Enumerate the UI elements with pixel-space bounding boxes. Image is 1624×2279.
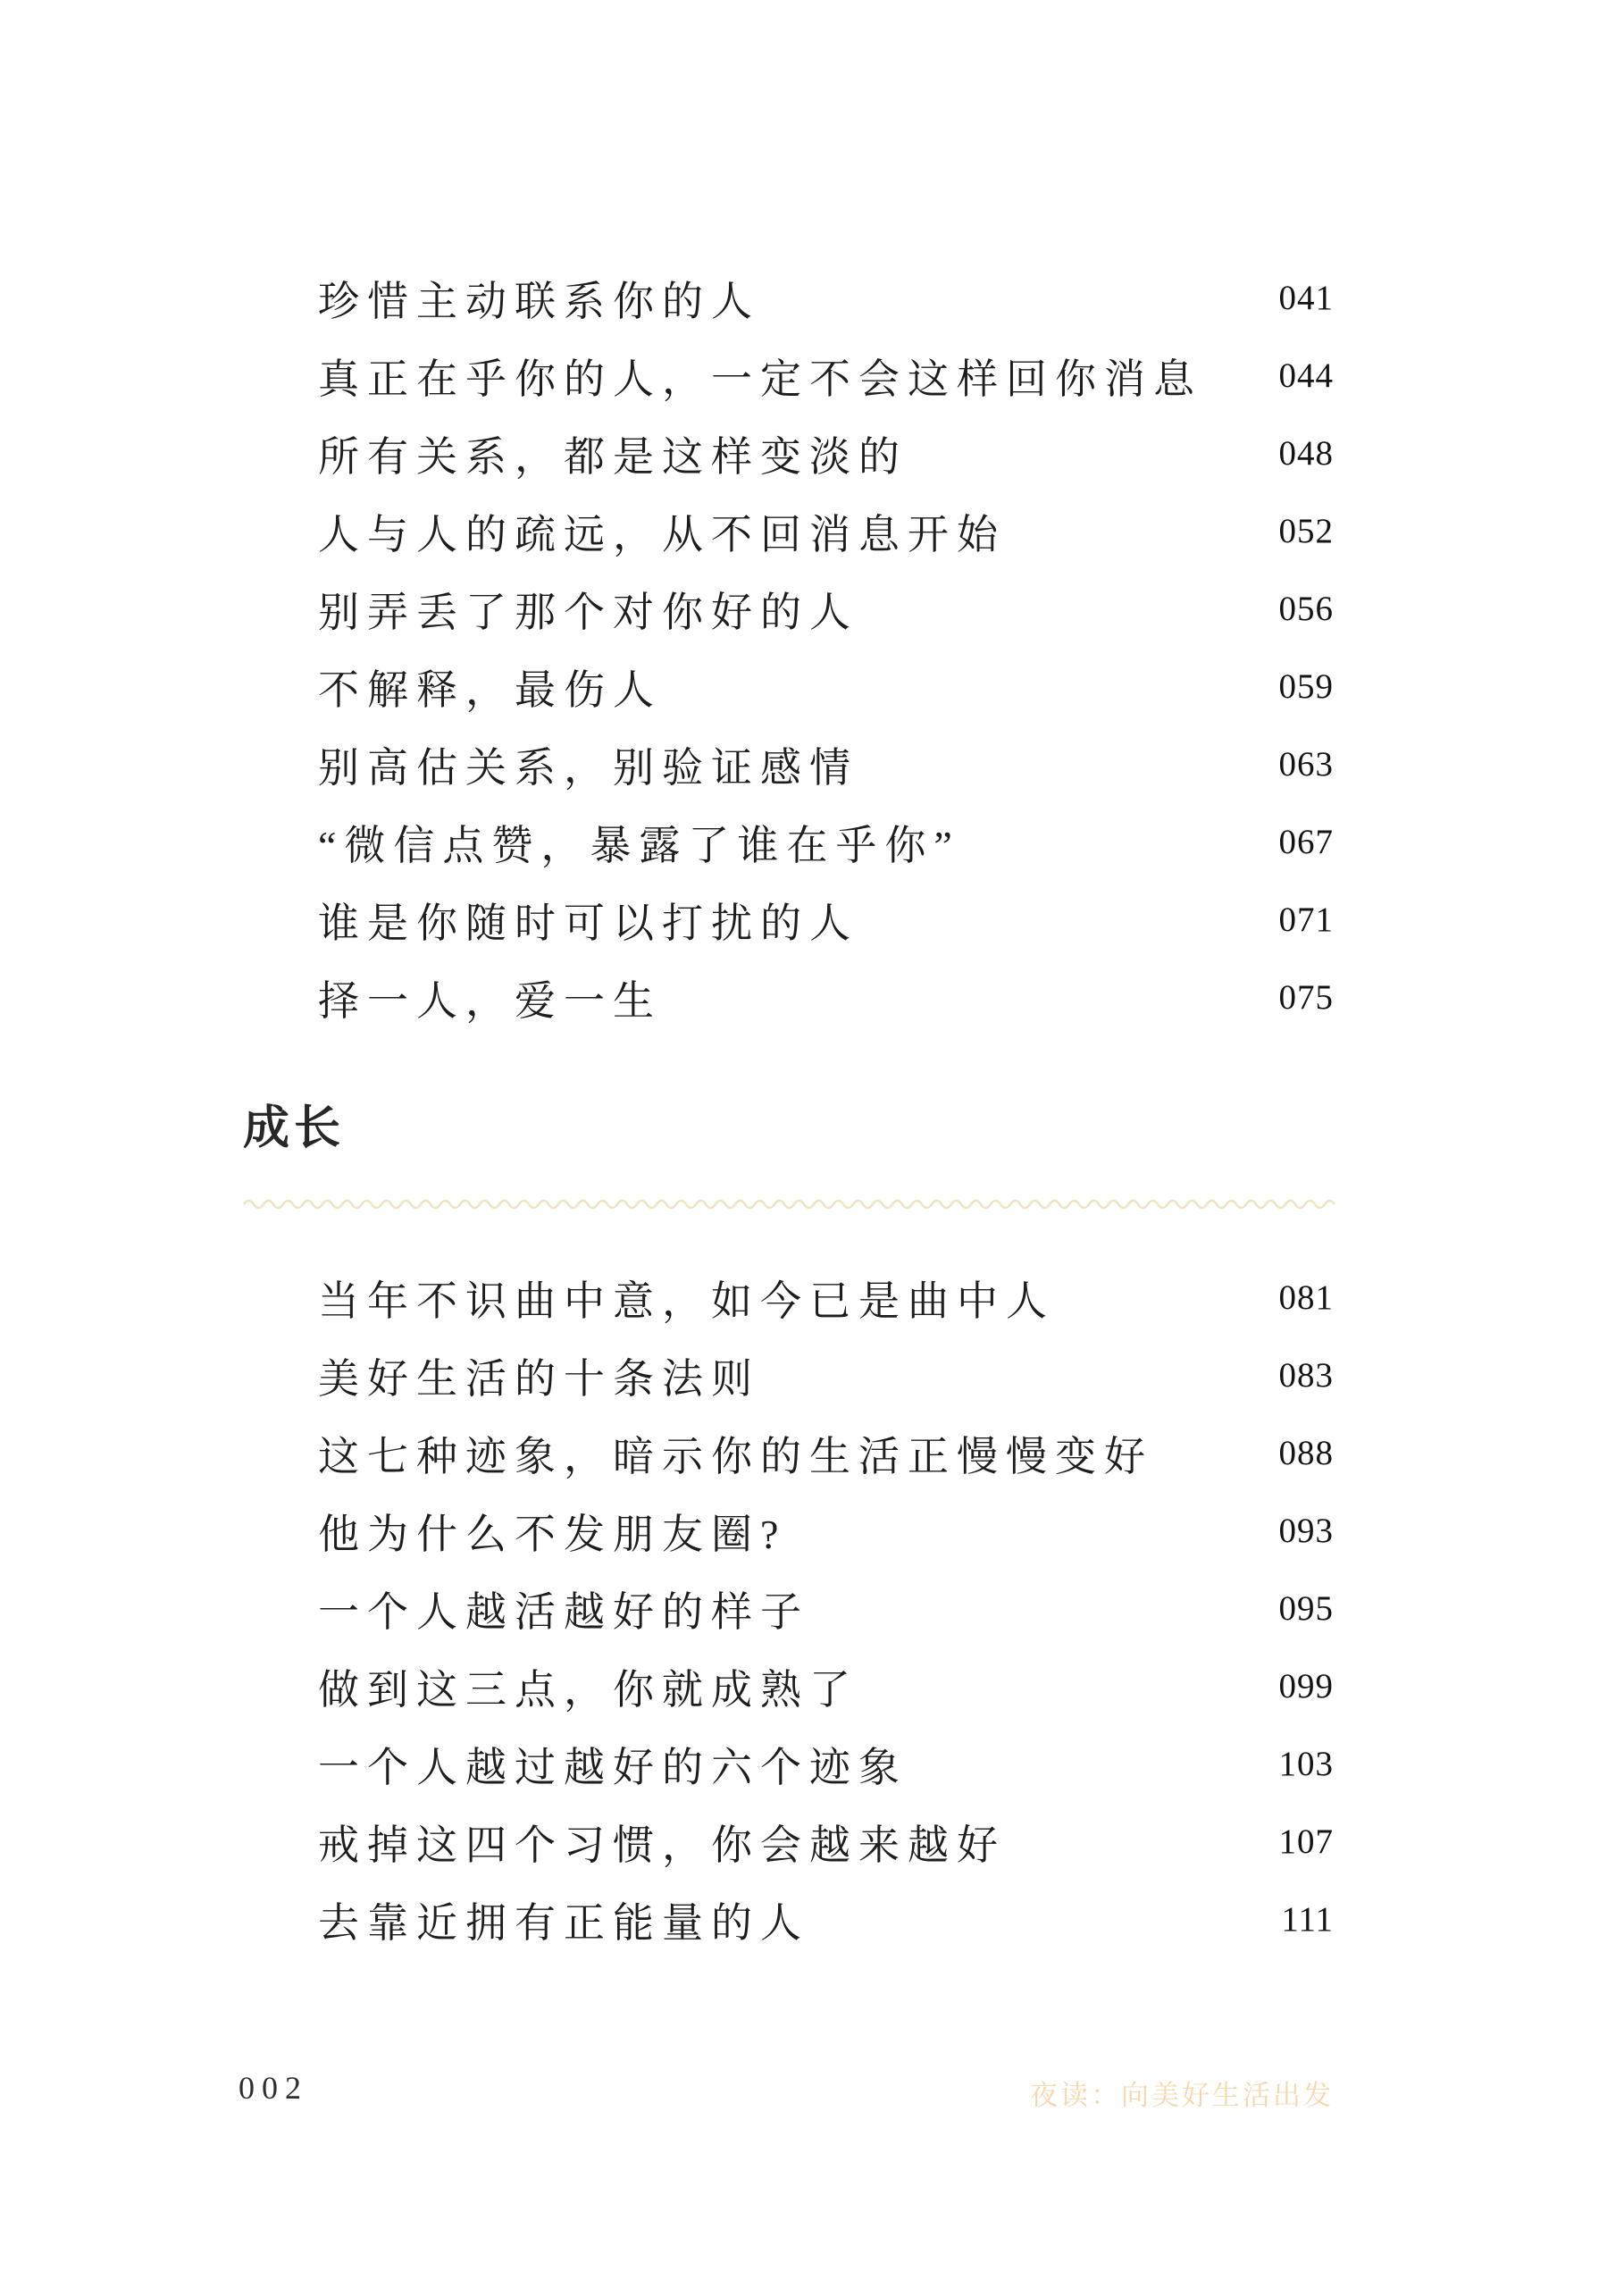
toc-entry-title: 当年不识曲中意，如今已是曲中人 [318,1278,1055,1324]
toc-entry-page-number: 099 [1278,1667,1334,1705]
toc-entry-page-number: 083 [1278,1356,1334,1395]
toc-entry-page-number: 063 [1278,745,1334,783]
toc-entry-title: 做到这三点，你就成熟了 [318,1666,858,1713]
toc-entry[interactable] [318,259,1334,337]
toc-entry-page-number: 081 [1278,1278,1334,1317]
toc-entry-page-number: 044 [1278,356,1334,395]
toc-entry[interactable] [318,1259,1334,1336]
toc-entry-title: 珍惜主动联系你的人 [318,278,760,324]
toc-entry[interactable] [318,648,1334,725]
toc-entry-title: 别弄丢了那个对你好的人 [318,589,858,635]
section-heading-growth: 成长 [243,1102,346,1154]
wavy-divider [243,1194,1335,1212]
toc-entry-title: 谁是你随时可以打扰的人 [318,900,858,946]
toc-entry-title: 人与人的疏远，从不回消息开始 [318,511,1006,557]
toc-entry[interactable] [318,1647,1334,1725]
toc-entry[interactable] [318,1725,1334,1803]
toc-list-section-2 [318,1259,1334,1958]
toc-entry-page-number: 056 [1278,590,1334,628]
toc-list-section-1 [318,259,1334,1036]
toc-entry-page-number: 048 [1278,434,1334,473]
toc-entry-title: 真正在乎你的人，一定不会这样回你消息 [318,356,1202,402]
toc-entry-page-number: 052 [1278,512,1334,550]
toc-entry[interactable] [318,1336,1334,1414]
toc-entry[interactable] [318,492,1334,570]
toc-entry-title: 一个人越活越好的样子 [318,1588,809,1635]
running-footer-title: 夜读：向美好生活出发 [1030,2080,1334,2111]
wavy-divider-path [244,1201,1335,1208]
toc-entry-page-number: 107 [1278,1822,1334,1861]
toc-entry-page-number: 093 [1278,1512,1334,1550]
toc-entry-title: 戒掉这四个习惯，你会越来越好 [318,1822,1006,1868]
toc-entry[interactable] [318,725,1334,803]
toc-entry[interactable] [318,1492,1334,1570]
toc-entry[interactable] [318,959,1334,1036]
toc-entry-title: 所有关系，都是这样变淡的 [318,433,908,480]
toc-entry[interactable] [318,337,1334,415]
toc-entry-title: 美好生活的十条法则 [318,1355,760,1402]
toc-entry-title: 他为什么不发朋友圈? [318,1511,787,1557]
toc-entry[interactable] [318,1803,1334,1881]
toc-entry-page-number: 103 [1278,1745,1334,1783]
toc-entry-page-number: 071 [1278,901,1334,939]
toc-entry[interactable] [318,881,1334,959]
toc-entry-page-number: 041 [1278,279,1334,317]
toc-entry[interactable] [318,1414,1334,1492]
toc-entry-page-number: 067 [1278,823,1334,861]
toc-entry-title: 一个人越过越好的六个迹象 [318,1744,908,1790]
toc-entry-title: 不解释，最伤人 [318,666,662,713]
toc-entry-page-number: 111 [1281,1900,1334,1939]
folio-page-number: 002 [239,2070,308,2106]
toc-entry-page-number: 088 [1278,1434,1334,1472]
toc-entry[interactable] [318,570,1334,648]
toc-entry-page-number: 075 [1278,978,1334,1017]
toc-entry-title: 择一人，爱一生 [318,977,662,1024]
toc-entry-title: 别高估关系，别验证感情 [318,744,858,791]
toc-entry[interactable] [318,1570,1334,1647]
toc-entry-title: 这七种迹象，暗示你的生活正慢慢变好 [318,1433,1153,1479]
toc-entry-page-number: 059 [1278,667,1334,706]
toc-entry[interactable] [318,1881,1334,1958]
toc-entry[interactable] [318,803,1334,881]
toc-entry-page-number: 095 [1278,1589,1334,1628]
toc-entry[interactable] [318,415,1334,492]
toc-entry-title: “微信点赞，暴露了谁在乎你” [318,822,960,868]
toc-entry-title: 去靠近拥有正能量的人 [318,1899,809,1946]
